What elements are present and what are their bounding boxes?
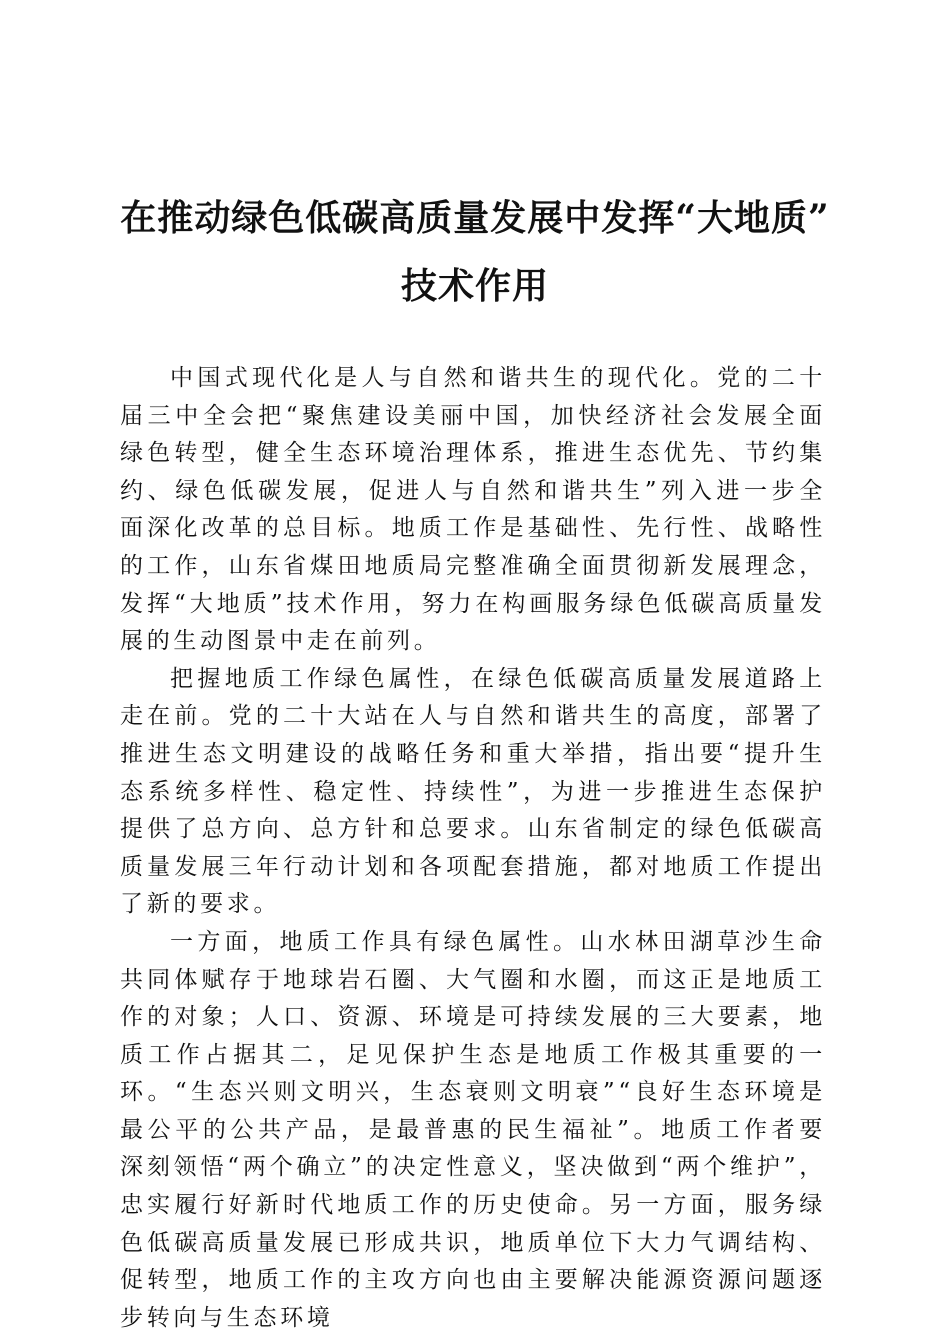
paragraph-2: 把握地质工作绿色属性，在绿色低碳高质量发展道路上走在前。党的二十大站在人与自然和谐共生的高度，部署了推进生态文明建设的战略任务和重大举措，指出要“提升生态系统多样性、稳定性、持续性”，为进一步推进生态保护提供了总方向、总方针和总要求。山东省制定的绿色低碳高质量发展三年行动计划和各项配套措施，都对地质工作提出了新的要求。: [120, 665, 826, 918]
document-title-line-2: 技术作用: [400, 265, 549, 307]
document-body: [120, 360, 826, 1337]
document-title-line-1: 在推动绿色低碳高质量发展中发挥“大地质”: [120, 197, 830, 239]
paragraph-3: 一方面，地质工作具有绿色属性。山水林田湖草沙生命共同体赋存于地球岩石圈、大气圈和水圈，而这正是地质工作的对象；人口、资源、环境是可持续发展的三大要素，地质工作占据其二，足见保护生态是地质工作极其重要的一环。“生态兴则文明兴，生态衰则文明衰”“良好生态环境是最公平的公共产品，是最普惠的民生福祉”。地质工作者要深刻领悟“两个确立”的决定性意义，坚决做到“两个维护”，忠实履行好新时代地质工作的历史使命。另一方面，服务绿色低碳高质量发展已形成共识，地质单位下大力气调结构、促转型，地质工作的主攻方向也由主要解决能源资源问题逐步转向与生态环境: [120, 928, 826, 1331]
paragraph-1: 中国式现代化是人与自然和谐共生的现代化。党的二十届三中全会把“聚焦建设美丽中国，加快经济社会发展全面绿色转型，健全生态环境治理体系，推进生态优先、节约集约、绿色低碳发展，促进人与自然和谐共生”列入进一步全面深化改革的总目标。地质工作是基础性、先行性、战略性的工作，山东省煤田地质局完整准确全面贯彻新发展理念，发挥“大地质”技术作用，努力在构画服务绿色低碳高质量发展的生动图景中走在前列。: [120, 365, 826, 655]
